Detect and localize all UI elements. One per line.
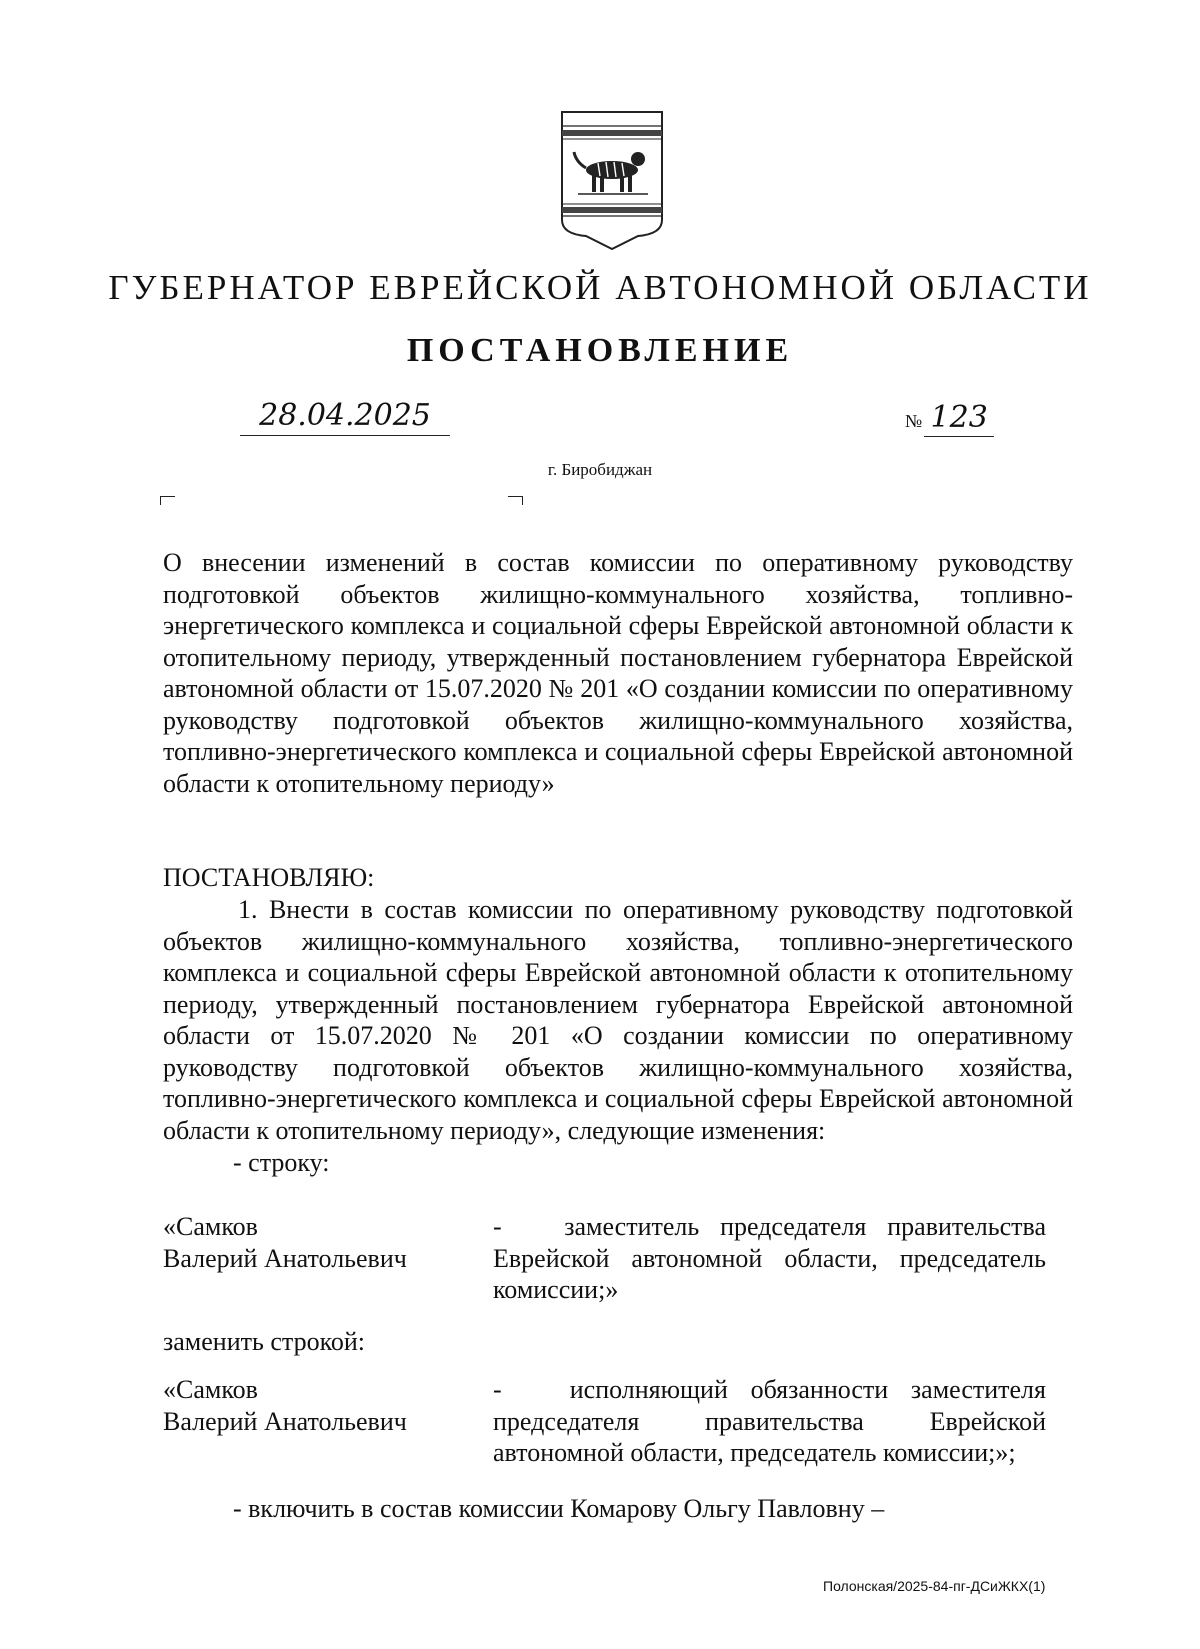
include-member-line: - включить в состав комиссии Комарову Ольгу Павловну – bbox=[233, 1494, 885, 1523]
dash: - bbox=[493, 1212, 502, 1241]
decree-heading: ПОСТАНОВЛЯЮ: bbox=[163, 863, 375, 892]
document-number-field bbox=[905, 400, 994, 437]
member-position bbox=[493, 1211, 1046, 1306]
member-name bbox=[163, 1211, 463, 1274]
coat-of-arms-icon bbox=[556, 108, 668, 254]
subject-bracket-left bbox=[160, 496, 175, 505]
member-name-line2: Валерий Анатольевич bbox=[163, 1243, 407, 1273]
number-prefix: № bbox=[905, 411, 923, 431]
document-number: 123 bbox=[924, 400, 994, 437]
document-type: ПОСТАНОВЛЕНИЕ bbox=[406, 332, 794, 369]
member-name-line2: Валерий Анатольевич bbox=[163, 1406, 407, 1436]
old-commission-entry bbox=[163, 1211, 1073, 1311]
document-reference: Полонская/2025-84-пг-ДСиЖКХ(1) bbox=[823, 1578, 1046, 1594]
paragraph-1: 1. Внести в состав комиссии по оперативному руководству подготовкой объектов жилищно-коммунального хозяйства, топливно-энергетического комплекса и социальной сферы Еврейской автономной области к отопительному периоду, утвержденный постановлением губернатора Еврейской автономной области от 15.07.2020 № 201 «О создании комиссии по оперативному руководству подготовкой объектов жилищно-коммунального хозяйства, топливно-энергетического комплекса и социальной сферы Еврейской автономной области к отопительному периоду», следующие изменения: bbox=[163, 895, 1073, 1145]
issuer-title: ГУБЕРНАТОР ЕВРЕЙСКОЙ АВТОНОМНОЙ ОБЛАСТИ bbox=[108, 268, 1092, 307]
document-subject: О внесении изменений в состав комиссии по оперативному руководству подготовкой объектов жилищно-коммунального хозяйства, топливно-энергетического комплекса и социальной сферы Еврейской автономной области к отопительному периоду, утвержденный постановлением губернатора Еврейской автономной области от 15.07.2020 № 201 «О создании комиссии по оперативному руководству подготовкой объектов жилищно-коммунального хозяйства, топливно-энергетического комплекса и социальной сферы Еврейской автономной области к отопительному периоду» bbox=[163, 548, 1073, 798]
member-name-line1: «Самков bbox=[163, 1375, 258, 1404]
member-name bbox=[163, 1374, 463, 1437]
member-position bbox=[493, 1374, 1046, 1469]
member-name-line1: «Самков bbox=[163, 1212, 258, 1241]
replace-label: заменить строкой: bbox=[163, 1327, 366, 1356]
city: г. Биробиджан bbox=[547, 460, 653, 479]
subject-bracket-right bbox=[508, 496, 523, 505]
dash: - bbox=[493, 1375, 502, 1404]
position-text: исполняющий обязанности заместителя председателя правительства Еврейской автономной области, председатель комиссии;»; bbox=[493, 1375, 1046, 1467]
row-label: - строку: bbox=[233, 1148, 330, 1177]
document-date: 28.04.2025 bbox=[240, 397, 450, 436]
new-commission-entry bbox=[163, 1374, 1073, 1474]
position-text: заместитель председателя правительства Еврейской автономной области, председатель комиссии;» bbox=[493, 1212, 1046, 1304]
